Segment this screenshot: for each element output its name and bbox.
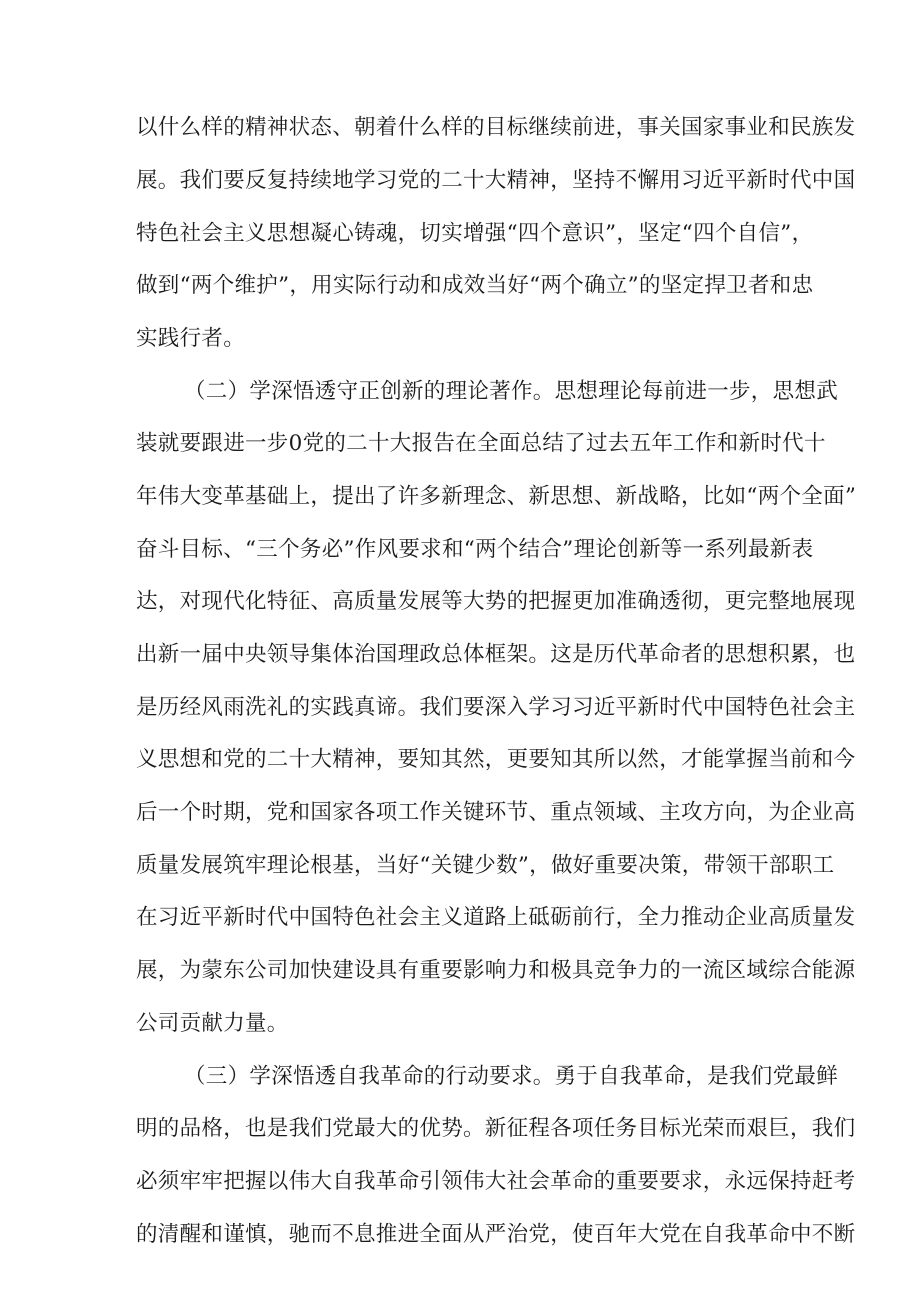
text-line: 出新一届中央领导集体治国理政总体框架。这是历代革命者的思想积累，也 (136, 642, 856, 667)
text-line: 质量发展筑牢理论根基，当好“关键少数”，做好重要决策，带领干部职工 (136, 853, 835, 878)
text-line: 奋斗目标、“三个务必”作风要求和“两个结合”理论创新等一系列最新表 (136, 537, 814, 562)
text-line: 展。我们要反复持续地学习党的二十大精神，坚持不懈用习近平新时代中国 (136, 168, 856, 193)
text-line: 必须牢牢把握以伟大自我革命引领伟大社会革命的重要要求，永远保持赶考 (136, 1169, 856, 1194)
text-line: 是历经风雨洗礼的实践真谛。我们要深入学习习近平新时代中国特色社会主 (136, 695, 856, 720)
text-line: 以什么样的精神状态、朝着什么样的目标继续前进，事关国家事业和民族发 (136, 115, 856, 140)
text-line: 实践行者。 (136, 326, 246, 351)
paragraph-heading-line: （三）学深悟透自我革命的行动要求。勇于自我革命，是我们党最鲜 (184, 1064, 839, 1089)
paragraph-heading-line: （二）学深悟透守正创新的理论著作。思想理论每前进一步，思想武 (184, 379, 839, 404)
text-line: 义思想和党的二十大精神，要知其然，更要知其所以然，才能掌握当前和今 (136, 747, 856, 772)
text-line: 装就要跟进一步0党的二十大报告在全面总结了过去五年工作和新时代十 (136, 431, 826, 456)
text-line: 做到“两个维护”，用实际行动和成效当好“两个确立”的坚定捍卫者和忠 (136, 273, 814, 298)
text-line: 年伟大变革基础上，提出了许多新理念、新思想、新战略，比如“两个全面” (136, 484, 857, 509)
text-line: 后一个时期，党和国家各项工作关键环节、重点领域、主攻方向，为企业高 (136, 800, 856, 825)
text-line: 明的品格，也是我们党最大的优势。新征程各项任务目标光荣而艰巨，我们 (136, 1116, 856, 1141)
text-line: 在习近平新时代中国特色社会主义道路上砥砺前行，全力推动企业高质量发 (136, 905, 856, 930)
text-line: 达，对现代化特征、高质量发展等大势的把握更加准确透彻，更完整地展现 (136, 589, 856, 614)
text-line: 展，为蒙东公司加快建设具有重要影响力和极具竞争力的一流区域综合能源 (136, 958, 856, 983)
text-line: 特色社会主义思想凝心铸魂，切实增强“四个意识”，坚定“四个自信”， (136, 221, 814, 246)
text-line: 的清醒和谨慎，驰而不息推进全面从严治党，使百年大党在自我革命中不断 (136, 1222, 856, 1247)
text-line: 公司贡献力量。 (136, 1011, 289, 1036)
